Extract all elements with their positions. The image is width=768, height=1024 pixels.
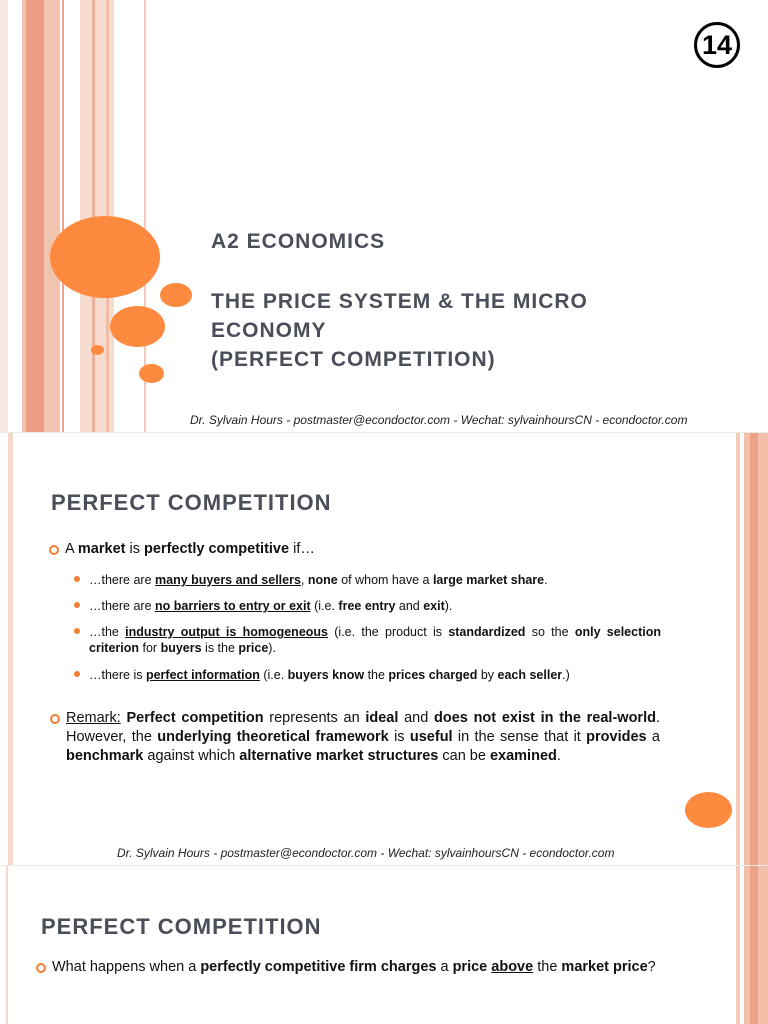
content-slide [0, 433, 768, 865]
bullet-definition [65, 540, 665, 559]
sub-bullet-barriers [89, 598, 661, 614]
text-bold: market price [561, 959, 648, 975]
text: if… [289, 541, 315, 557]
text-bold: standardized [448, 625, 526, 639]
text-bold: benchmark [66, 748, 144, 764]
right-stripe [736, 433, 740, 865]
text: is [388, 729, 410, 745]
text: …there is [89, 668, 146, 682]
decorative-circle [685, 792, 732, 828]
left-stripe [26, 0, 44, 432]
decorative-circle [110, 306, 165, 347]
bullet-dot-icon [74, 628, 80, 634]
text-bold: market [77, 541, 126, 557]
slide-title-line: (PERFECT COMPETITION) [211, 348, 496, 371]
slide-title-line: ECONOMY [211, 319, 327, 342]
text-bold: price [452, 959, 488, 975]
left-stripe [6, 866, 8, 1024]
sub-bullet-buyers-sellers [89, 572, 661, 588]
left-stripe [0, 0, 8, 432]
slide-number-badge: 14 [694, 22, 740, 68]
text: .) [562, 668, 570, 682]
text-bold: underlying theoretical framework [157, 729, 389, 745]
sub-bullet-homogeneous [89, 624, 661, 656]
text: the [533, 959, 562, 975]
text: and [398, 710, 435, 726]
bullet-question [52, 958, 682, 977]
text-bold: useful [409, 729, 453, 745]
text-bold: provides [586, 729, 647, 745]
text-bold-underline: perfect information [145, 668, 260, 682]
text-bold-underline: above [491, 959, 534, 975]
text-underline: Remark: [66, 710, 121, 726]
footer-credit: Dr. Sylvain Hours - postmaster@econdoctor.com - Wechat: sylvainhoursCN - econdoctor.com [117, 846, 615, 860]
title-slide [0, 0, 768, 432]
text: a [646, 729, 660, 745]
text-bold: buyers [160, 641, 202, 655]
text: against which [143, 748, 240, 764]
bullet-dot-icon [74, 576, 80, 582]
text-bold: prices charged [388, 668, 478, 682]
text: What happens when a [52, 959, 201, 975]
text: (i.e. [310, 599, 339, 613]
bullet-ring-icon [49, 545, 59, 555]
text-bold: exit [423, 599, 445, 613]
bullet-ring-icon [36, 963, 46, 973]
left-stripe [62, 0, 64, 432]
text: in the sense that it [452, 729, 587, 745]
decorative-circle [139, 364, 164, 383]
text: is [125, 541, 144, 557]
bullet-dot-icon [74, 602, 80, 608]
content-slide [0, 866, 768, 1024]
text: . [544, 573, 548, 587]
text-bold: only selection criterion [89, 625, 661, 655]
text-bold: each seller [497, 668, 563, 682]
text: …the [89, 625, 126, 639]
sub-bullet-information [89, 667, 661, 683]
text-bold: large market share [432, 573, 545, 587]
text: ? [647, 959, 656, 975]
decorative-circle [50, 216, 160, 298]
text-bold: price [238, 641, 269, 655]
text-bold-underline: industry output is homogeneous [125, 625, 328, 639]
bullet-ring-icon [50, 714, 60, 724]
text-bold: perfectly competitive firm charges [200, 959, 437, 975]
text: …there are [89, 599, 156, 613]
text: and [395, 599, 424, 613]
text: ). [444, 599, 453, 613]
text: A [65, 541, 78, 557]
decorative-circle [160, 283, 192, 307]
text: for [139, 641, 161, 655]
slide-title-line: THE PRICE SYSTEM & THE MICRO [211, 290, 588, 313]
text-bold-underline: no barriers to entry or exit [155, 599, 311, 613]
right-stripe [750, 866, 758, 1024]
text: (i.e. the product is [328, 625, 449, 639]
text-bold: Perfect competition [126, 710, 264, 726]
text: a [436, 959, 453, 975]
text: …there are [89, 573, 156, 587]
text: ). [268, 641, 276, 655]
text-bold: free entry [338, 599, 396, 613]
text: . However, the [66, 710, 660, 745]
text-bold: buyers know [287, 668, 365, 682]
course-title: A2 ECONOMICS [211, 230, 386, 253]
text: represents an [263, 710, 366, 726]
bullet-dot-icon [74, 671, 80, 677]
slide-title [211, 287, 588, 374]
text-bold: does not exist in the real-world [434, 710, 656, 726]
bullet-remark [66, 709, 660, 766]
text-bold: alternative market structures [239, 748, 439, 764]
text-bold: ideal [365, 710, 399, 726]
text-bold: examined [489, 748, 557, 764]
slide-heading: PERFECT COMPETITION [51, 490, 332, 515]
left-stripe [8, 433, 13, 865]
text: so the [525, 625, 575, 639]
text: is the [201, 641, 239, 655]
text: can be [438, 748, 490, 764]
text: of whom have a [337, 573, 433, 587]
slide-heading: PERFECT COMPETITION [41, 914, 322, 939]
text: . [556, 748, 561, 764]
text: , [300, 573, 308, 587]
text-bold: none [307, 573, 338, 587]
footer-credit: Dr. Sylvain Hours - postmaster@econdoctor.com - Wechat: sylvainhoursCN - econdoctor.com [190, 413, 688, 427]
text: the [364, 668, 389, 682]
text: by [477, 668, 498, 682]
right-stripe [736, 866, 740, 1024]
decorative-circle [91, 345, 104, 355]
text-bold-underline: many buyers and sellers [155, 573, 301, 587]
right-stripe [750, 433, 758, 865]
text-bold: perfectly competitive [144, 541, 290, 557]
text: (i.e. [259, 668, 288, 682]
